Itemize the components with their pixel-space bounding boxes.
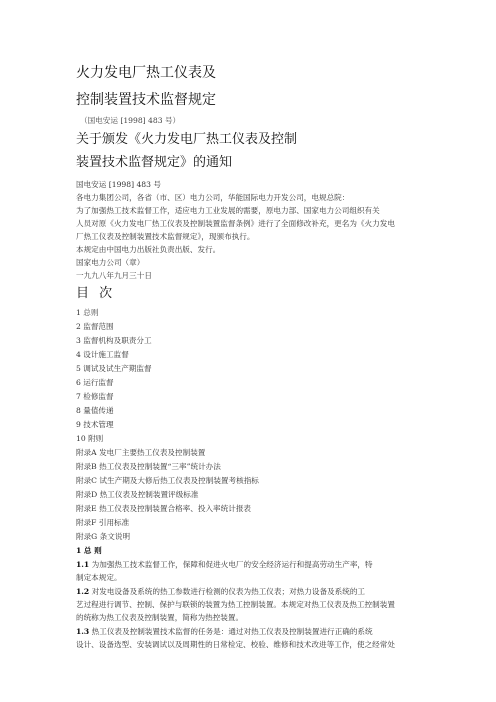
notice-publisher-line: 本规定由中国电力出版社负责出版、发行。 <box>76 245 221 254</box>
toc-item: 7 检修监督 <box>76 392 114 401</box>
notice-addressee: 各电力集团公司，各省（市、区）电力公司，华能国际电力开发公司，电规总院： <box>76 193 350 202</box>
notice-title-line-2: 装置技术监督规定》的通知 <box>76 155 233 170</box>
notice-code: 国电安运 [1998] 483 号 <box>76 180 161 189</box>
toc-item: 8 量值传递 <box>76 406 114 415</box>
clause-1-1 <box>76 560 373 570</box>
toc-item: 3 监督机构及职责分工 <box>76 336 152 345</box>
toc-item: 5 调试及试生产期监督 <box>76 364 152 373</box>
toc-item: 附录F 引用标准 <box>76 518 130 527</box>
notice-issuer: 国家电力公司（章） <box>76 258 145 267</box>
clause-text: 对发电设备及系统的热工参数进行检测的仪表为热工仪表；对热力设备及系统的工 <box>91 587 366 596</box>
notice-paragraph-line: 厂热工仪表及控制装置技术监督规定》，现颁布执行。 <box>76 232 255 241</box>
notice-paragraph-line: 为了加强热工技术监督工作，适应电力工业发展的需要，原电力部、国家电力公司组织有关 <box>76 206 380 215</box>
toc-item: 2 监督范围 <box>76 322 114 331</box>
clause-text: 热工仪表及控制装置技术监督的任务是：通过对热工仪表及控制装置进行正确的系统 <box>91 627 373 636</box>
toc-item: 附录A 发电厂主要热工仪表及控制装置 <box>76 448 206 457</box>
clause-1-3 <box>76 627 373 637</box>
notice-paragraph-line: 人员对原《火力发电厂热工仪表及控制装置监督条例》进行了全面修改补充，更名为《火力发电 <box>76 219 395 228</box>
doc-code: （国电安运 [1998] 483 号） <box>80 116 181 125</box>
toc-item: 10 附则 <box>76 434 104 443</box>
notice-title-line-1: 关于颁发《火力发电厂热工仪表及控制 <box>76 132 298 147</box>
clause-text-line: 的统称为热工仪表及控制装置，简称为热控装置。 <box>76 613 244 622</box>
toc-item: 附录G 条文说明 <box>76 532 131 541</box>
section-heading: 1 总 则 <box>76 546 102 555</box>
clause-text-line: 艺过程进行调节、控制、保护与联锁的装置为热工控制装置。本规定对热工仪表及热工控制装置 <box>76 600 395 609</box>
notice-date: 一九九八年九月三十日 <box>76 271 152 280</box>
doc-title-line-2: 控制装置技术监督规定 <box>76 92 216 108</box>
toc-item: 4 设计施工监督 <box>76 350 129 359</box>
toc-item: 附录B 热工仪表及控制装置“三率”统计办法 <box>76 462 221 471</box>
clause-number: 1.2 <box>76 587 90 596</box>
toc-item: 附录D 热工仪表及控制装置评级标准 <box>76 490 199 499</box>
toc-item: 附录E 热工仪表及控制装置合格率、投入率统计报表 <box>76 504 252 513</box>
toc-item: 9 技术管理 <box>76 420 114 429</box>
toc-item: 6 运行监督 <box>76 378 114 387</box>
clause-text-line: 制定本规定。 <box>76 573 122 582</box>
doc-title-line-1: 火力发电厂热工仪表及 <box>76 65 216 81</box>
toc-title: 目 次 <box>76 286 116 301</box>
clause-text: 为加强热工技术监督工作，保障和促进火电厂的安全经济运行和提高劳动生产率，特 <box>91 560 373 569</box>
clause-number: 1.1 <box>76 560 90 569</box>
clause-text-line: 设计、设备选型、安装调试以及周期性的日常检定、校验、维修和技术改进等工作，使之经常处 <box>76 640 395 649</box>
toc-item: 1 总则 <box>76 308 99 317</box>
toc-item: 附录C 试生产期及大修后热工仪表及控制装置考核指标 <box>76 476 259 485</box>
clause-1-2 <box>76 587 365 597</box>
clause-number: 1.3 <box>76 627 90 636</box>
